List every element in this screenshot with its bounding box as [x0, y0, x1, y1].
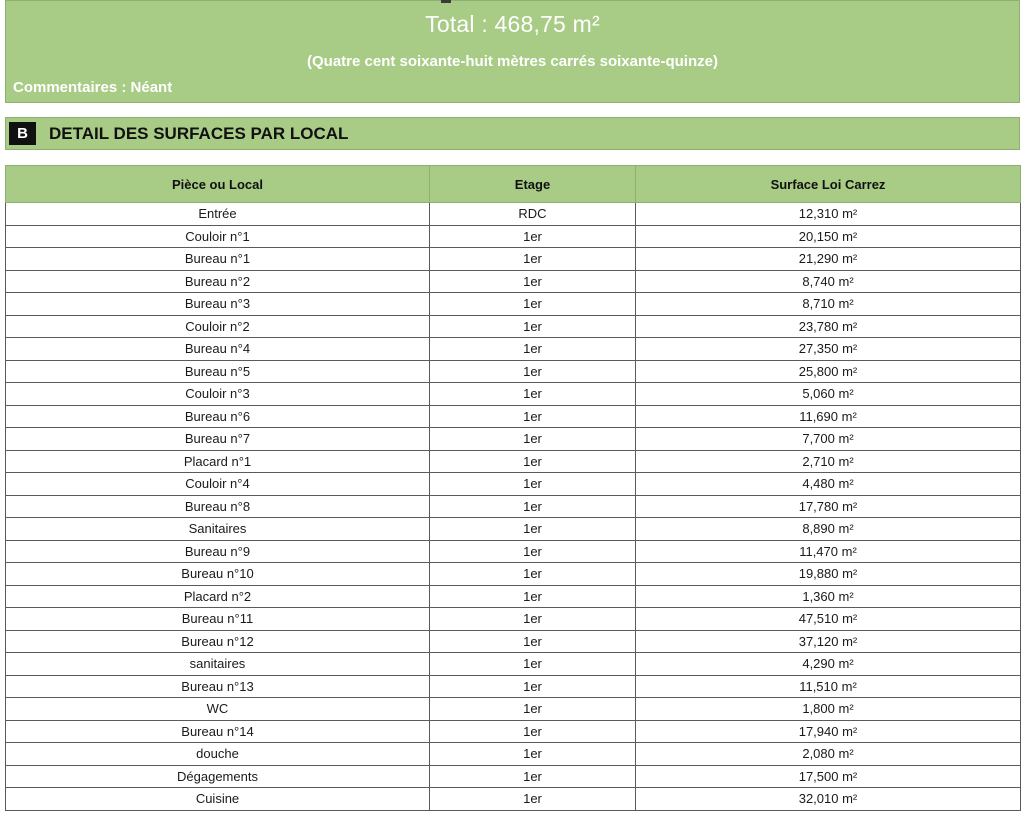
cell-room: Couloir n°2 — [6, 315, 430, 338]
total-surface-in-words: (Quatre cent soixante-huit mètres carrés soixante-quinze) — [307, 53, 718, 70]
section-title: DETAIL DES SURFACES PAR LOCAL — [49, 124, 349, 143]
table-row — [6, 788, 1021, 811]
cell-surface: 23,780 m² — [636, 315, 1021, 338]
cell-room: Placard n°2 — [6, 585, 430, 608]
cell-room: Placard n°1 — [6, 450, 430, 473]
cell-surface: 11,510 m² — [636, 675, 1021, 698]
cell-room: WC — [6, 698, 430, 721]
table-row — [6, 495, 1021, 518]
cell-surface: 11,470 m² — [636, 540, 1021, 563]
cell-room: sanitaires — [6, 653, 430, 676]
cell-floor: 1er — [430, 540, 636, 563]
cell-surface: 1,800 m² — [636, 698, 1021, 721]
cell-surface: 21,290 m² — [636, 248, 1021, 271]
cell-room: Bureau n°9 — [6, 540, 430, 563]
cell-floor: 1er — [430, 608, 636, 631]
table-row — [6, 720, 1021, 743]
column-header-floor: Etage — [430, 166, 636, 203]
cell-floor: 1er — [430, 428, 636, 451]
comments-line: Commentaires : Néant — [13, 79, 173, 96]
cell-surface: 17,940 m² — [636, 720, 1021, 743]
cell-floor: 1er — [430, 360, 636, 383]
cell-floor: 1er — [430, 225, 636, 248]
cell-room: Bureau n°3 — [6, 293, 430, 316]
cell-room: Entrée — [6, 203, 430, 226]
cell-room: douche — [6, 743, 430, 766]
cell-room: Bureau n°4 — [6, 338, 430, 361]
cell-floor: 1er — [430, 293, 636, 316]
cell-surface: 11,690 m² — [636, 405, 1021, 428]
cell-floor: 1er — [430, 653, 636, 676]
cell-room: Bureau n°1 — [6, 248, 430, 271]
table-row — [6, 405, 1021, 428]
total-surface: Total : 468,75 m² — [425, 11, 600, 37]
cell-floor: 1er — [430, 405, 636, 428]
table-row — [6, 743, 1021, 766]
cell-room: Bureau n°6 — [6, 405, 430, 428]
total-summary-box — [5, 0, 1020, 103]
table-row — [6, 473, 1021, 496]
cell-surface: 8,740 m² — [636, 270, 1021, 293]
table-row — [6, 203, 1021, 226]
cell-floor: 1er — [430, 630, 636, 653]
cell-floor: 1er — [430, 720, 636, 743]
section-letter: B — [9, 122, 36, 145]
cell-room: Sanitaires — [6, 518, 430, 541]
cell-room: Bureau n°10 — [6, 563, 430, 586]
cell-room: Bureau n°13 — [6, 675, 430, 698]
table-row — [6, 360, 1021, 383]
cell-floor: 1er — [430, 765, 636, 788]
cell-room: Bureau n°2 — [6, 270, 430, 293]
cell-room: Dégagements — [6, 765, 430, 788]
top-edge-mark — [441, 0, 451, 3]
cell-surface: 2,080 m² — [636, 743, 1021, 766]
column-header-surface: Surface Loi Carrez — [636, 166, 1021, 203]
cell-room: Couloir n°4 — [6, 473, 430, 496]
section-header — [5, 117, 1020, 150]
table-row — [6, 450, 1021, 473]
surfaces-table — [5, 165, 1021, 811]
cell-floor: 1er — [430, 698, 636, 721]
table-row — [6, 540, 1021, 563]
cell-floor: RDC — [430, 203, 636, 226]
table-row — [6, 428, 1021, 451]
cell-floor: 1er — [430, 270, 636, 293]
cell-floor: 1er — [430, 383, 636, 406]
cell-floor: 1er — [430, 450, 636, 473]
cell-surface: 4,290 m² — [636, 653, 1021, 676]
cell-surface: 25,800 m² — [636, 360, 1021, 383]
cell-floor: 1er — [430, 315, 636, 338]
table-row — [6, 248, 1021, 271]
table-row — [6, 630, 1021, 653]
table-row — [6, 293, 1021, 316]
cell-floor: 1er — [430, 518, 636, 541]
table-row — [6, 270, 1021, 293]
cell-floor: 1er — [430, 248, 636, 271]
cell-floor: 1er — [430, 788, 636, 811]
cell-surface: 8,710 m² — [636, 293, 1021, 316]
cell-room: Couloir n°3 — [6, 383, 430, 406]
cell-room: Bureau n°7 — [6, 428, 430, 451]
cell-room: Bureau n°5 — [6, 360, 430, 383]
table-row — [6, 765, 1021, 788]
cell-surface: 17,780 m² — [636, 495, 1021, 518]
cell-surface: 20,150 m² — [636, 225, 1021, 248]
cell-surface: 4,480 m² — [636, 473, 1021, 496]
cell-room: Bureau n°11 — [6, 608, 430, 631]
table-row — [6, 518, 1021, 541]
table-row — [6, 653, 1021, 676]
cell-room: Cuisine — [6, 788, 430, 811]
cell-floor: 1er — [430, 495, 636, 518]
table-row — [6, 608, 1021, 631]
cell-surface: 2,710 m² — [636, 450, 1021, 473]
cell-surface: 27,350 m² — [636, 338, 1021, 361]
cell-surface: 8,890 m² — [636, 518, 1021, 541]
column-header-room: Pièce ou Local — [6, 166, 430, 203]
cell-surface: 7,700 m² — [636, 428, 1021, 451]
cell-surface: 37,120 m² — [636, 630, 1021, 653]
table-row — [6, 563, 1021, 586]
cell-surface: 19,880 m² — [636, 563, 1021, 586]
cell-room: Bureau n°12 — [6, 630, 430, 653]
cell-surface: 1,360 m² — [636, 585, 1021, 608]
cell-surface: 5,060 m² — [636, 383, 1021, 406]
cell-surface: 32,010 m² — [636, 788, 1021, 811]
table-row — [6, 315, 1021, 338]
cell-floor: 1er — [430, 743, 636, 766]
cell-room: Bureau n°8 — [6, 495, 430, 518]
table-row — [6, 698, 1021, 721]
table-row — [6, 338, 1021, 361]
cell-room: Couloir n°1 — [6, 225, 430, 248]
cell-surface: 47,510 m² — [636, 608, 1021, 631]
table-header-row — [6, 166, 1021, 203]
cell-room: Bureau n°14 — [6, 720, 430, 743]
cell-floor: 1er — [430, 563, 636, 586]
table-row — [6, 585, 1021, 608]
cell-floor: 1er — [430, 585, 636, 608]
cell-surface: 17,500 m² — [636, 765, 1021, 788]
cell-surface: 12,310 m² — [636, 203, 1021, 226]
cell-floor: 1er — [430, 675, 636, 698]
table-row — [6, 675, 1021, 698]
cell-floor: 1er — [430, 338, 636, 361]
table-row — [6, 225, 1021, 248]
table-row — [6, 383, 1021, 406]
cell-floor: 1er — [430, 473, 636, 496]
